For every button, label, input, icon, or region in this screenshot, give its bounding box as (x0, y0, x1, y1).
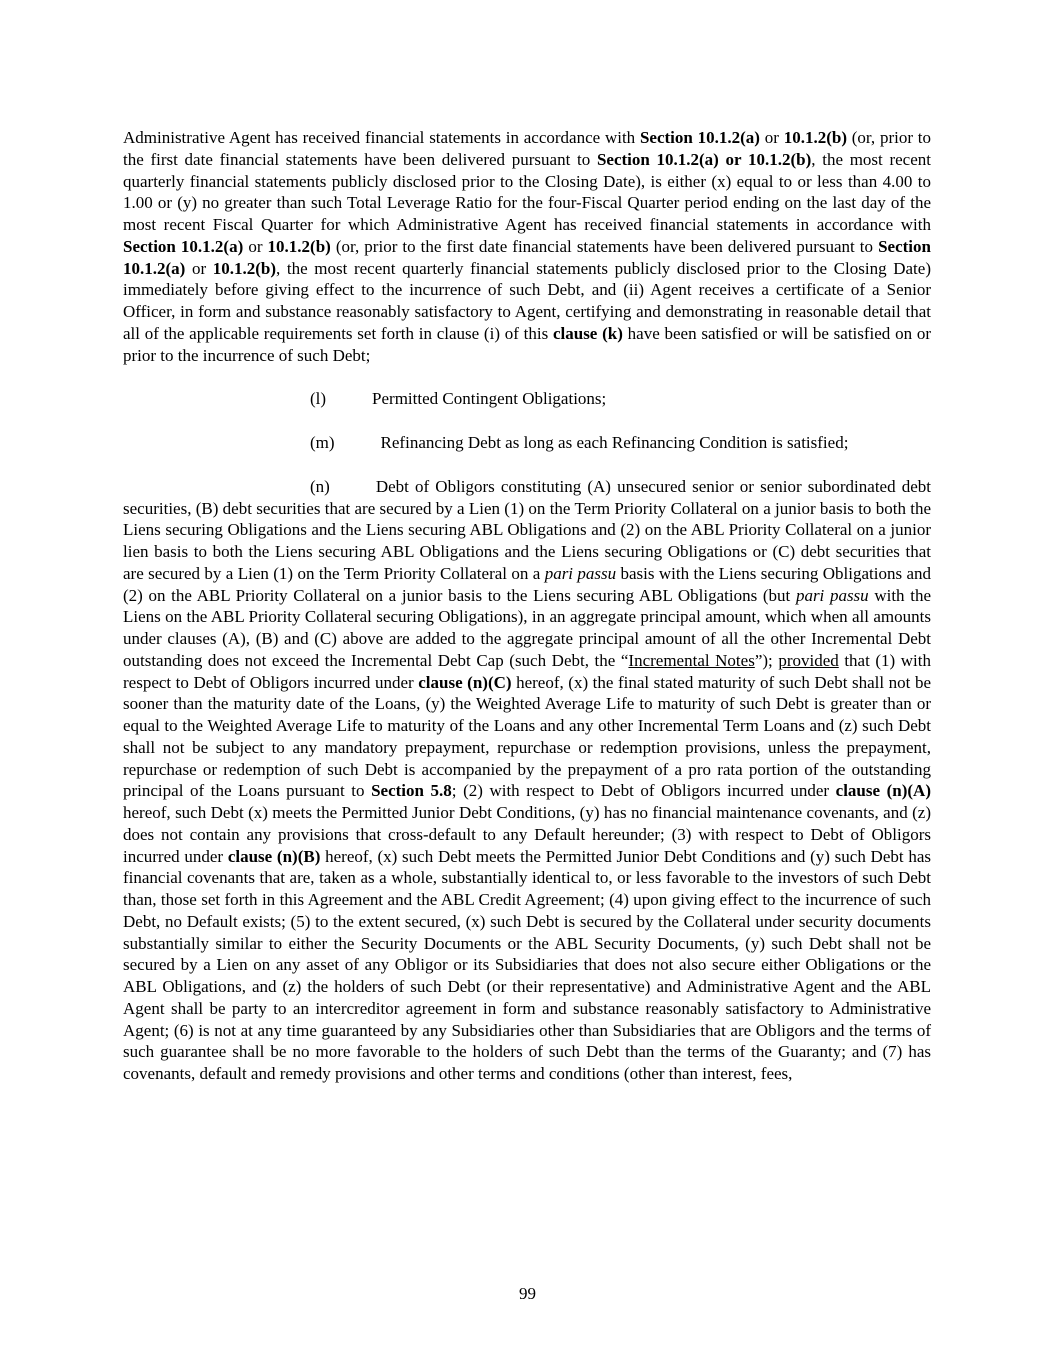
text-segment: Permitted Contingent Obligations; (372, 389, 607, 409)
page-number: 99 (519, 1284, 536, 1303)
text-segment: (l) (310, 389, 327, 409)
text-segment: , the most recent quarterly financial statements publicly disclosed prior to the Closing Date), is either (x) equal to or less than 4.00 to 1.00 or (y) no greater than such Total Leverage Ratio for the four-Fiscal Quarter period ending on the last day of the most recent Fiscal Quarter for which Administrative Agent has received financial statements in accordance with (123, 149, 931, 234)
text-segment: Debt of Obligors constituting (A) unsecured senior or senior subordinated debt securities, (B) debt securities that are secured by a Lien (1) on the Term Priority Collateral on a junior basis to both the Liens securing Obligations and the Liens securing ABL Obligations and (2) on the ABL Priority Collateral on a junior lien basis to both the Liens securing ABL Obligations and the Liens securing Obligations or (C) debt securities that are secured by a Lien (1) on the Term Priority Collateral on a (123, 476, 931, 583)
text-segment: hereof, (x) the final stated maturity of such Debt shall not be sooner than the maturity date of the Loans, (y) the Weighted Average Life to maturity of such Debt is greater than or equal to the Weighted Average Life to maturity of the Loans and any other Incremental Term Loans and (z) such Debt shall not be subject to any mandatory prepayment, repurchase or redemption provisions, unless the prepayment, repurchase or redemption of such Debt is accompanied by the prepayment of a pro rata portion of the outstanding principal of the Loans pursuant to (123, 672, 931, 801)
text-segment: (n) (310, 476, 330, 496)
text-segment: pari passu (544, 563, 617, 583)
text-segment: pari passu (795, 585, 869, 605)
text-segment: clause (n)(C) (418, 672, 512, 692)
text-segment: Section 10.1.2(a) (123, 236, 244, 256)
text-segment: (or, prior to the first date financial statements have been delivered pursuant to (123, 128, 931, 169)
text-segment: with the Liens on the ABL Priority Collateral securing Obligations), in an aggregate principal amount, which when all amounts under clauses (A), (B) and (C) above are added to the aggregate principal amount of all the other Incremental Debt outstanding does not exceed the Incremental Debt Cap (such Debt, the “ (123, 585, 931, 670)
text-segment: (or, prior to the first date financial statements have been delivered pursuant to (330, 236, 879, 256)
clause-m-paragraph (123, 432, 931, 454)
text-segment: 10.1.2(b) (783, 128, 847, 147)
text-segment: Section 10.1.2(a) (123, 236, 931, 278)
text-segment: hereof, (x) such Debt meets the Permitted Junior Debt Conditions and (y) such Debt has financial covenants that are, taken as a whole, substantially identical to, or less favorable to the investors of such Debt than, those set forth in this Agreement and the ABL Credit Agreement; (4) upon giving effect to the incurrence of such Debt, no Default exists; (5) to the extent secured, (x) such Debt is secured by the Collateral under security documents substantially similar to either the Security Documents or the ABL Security Documents, (y) such Debt shall not be secured by a Lien on any asset of any Obligor or its Subsidiaries that does not also secure either Obligations or the ABL Obligations, and (z) the holders of such Debt (or their representative) and Administrative Agent and the ABL Agent shall be party to an intercreditor agreement in form and substance reasonably satisfactory to Administrative Agent; (6) is not at any time guaranteed by any Subsidiaries other than Subsidiaries that are Obligors and the terms of such guarantee shall be no more favorable to the holders of such Debt than the terms of the Guaranty; and (7) has covenants, default and remedy provisions and other terms and conditions (other than interest, fees, (123, 846, 931, 1083)
text-segment: Refinancing Debt as long as each Refinancing Condition is satisfied; (380, 433, 849, 452)
text-segment: 10.1.2(b) (267, 236, 331, 256)
text-segment: Section 10.1.2(a) (639, 128, 760, 147)
text-segment: clause (k) (552, 323, 623, 343)
text-segment: or (243, 236, 268, 256)
paragraph-continuation (123, 127, 931, 366)
text-segment: ”); (754, 650, 779, 670)
clause-n-paragraph (123, 476, 931, 1085)
clause-l-paragraph (123, 388, 931, 410)
text-segment: Incremental Notes (628, 650, 755, 670)
text-segment: clause (n)(A) (835, 781, 931, 801)
text-segment: have been satisfied or will be satisfied on or prior to the incurrence of such Debt; (123, 323, 931, 365)
text-segment: Administrative Agent has received financial statements in accordance with (123, 128, 640, 147)
text-segment: or (185, 258, 213, 278)
text-segment: clause (n)(B) (227, 846, 321, 866)
text-segment: ; (2) with respect to Debt of Obligors incurred under (451, 781, 836, 801)
text-segment: provided (778, 650, 839, 670)
text-segment: that (1) with respect to Debt of Obligors incurred under (123, 650, 931, 692)
text-segment: , the most recent quarterly financial statements publicly disclosed prior to the Closing Date) immediately before giving effect to the incurrence of such Debt, and (ii) Agent receives a certificate of a Senior Officer, in form and substance reasonably satisfactory to Agent, certifying and demonstrating in reasonable detail that all of the applicable requirements set forth in clause (i) of this (123, 258, 931, 343)
text-segment: (m) (310, 433, 335, 452)
text-segment: 10.1.2(b) (212, 258, 277, 278)
text-segment: Section 10.1.2(a) or 10.1.2(b) (596, 149, 812, 169)
text-segment: hereof, such Debt (x) meets the Permitted Junior Debt Conditions, (y) has no financial maintenance covenants, and (z) does not contain any provisions that cross-default to any Default hereunder; (3) with respect to Debt of Obligors incurred under (123, 803, 931, 866)
text-segment: or (759, 128, 784, 147)
text-segment: Section 5.8 (371, 781, 452, 801)
text-segment: basis with the Liens securing Obligations and (2) on the ABL Priority Collateral on a junior basis to the Liens securing ABL Obligations (but (123, 563, 931, 605)
